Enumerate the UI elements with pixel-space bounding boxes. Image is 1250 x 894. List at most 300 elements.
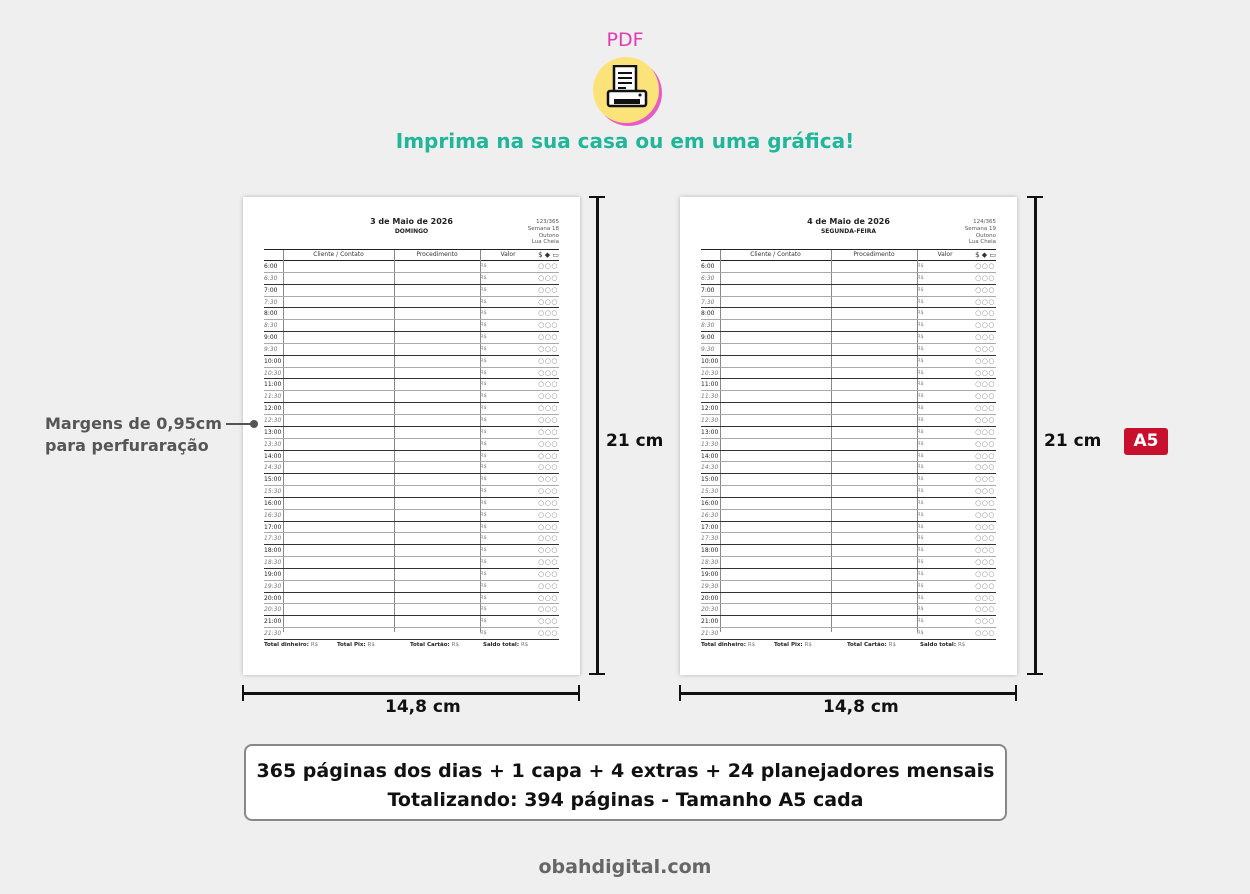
payment-checkboxes: ○○○ xyxy=(975,368,995,377)
time-row xyxy=(701,403,996,415)
payment-checkboxes: ○○○ xyxy=(538,427,558,436)
payment-checkboxes: ○○○ xyxy=(538,569,558,578)
time-row xyxy=(264,297,559,309)
currency-label: R$ xyxy=(480,405,487,412)
payment-checkboxes: ○○○ xyxy=(975,451,995,460)
time-row xyxy=(264,522,559,534)
time-row xyxy=(701,273,996,285)
payment-checkboxes: ○○○ xyxy=(975,380,995,389)
currency-label: R$ xyxy=(917,345,924,352)
payment-checkboxes: ○○○ xyxy=(538,380,558,389)
time-slot-label: 15:30 xyxy=(264,488,282,496)
page-meta xyxy=(965,219,996,246)
payment-checkboxes: ○○○ xyxy=(975,333,995,342)
payment-checkboxes: ○○○ xyxy=(975,534,995,543)
payment-checkboxes: ○○○ xyxy=(538,487,558,496)
currency-label: R$ xyxy=(480,618,487,625)
payment-checkboxes: ○○○ xyxy=(538,605,558,614)
payment-checkboxes: ○○○ xyxy=(975,475,995,484)
dimension-tick xyxy=(242,685,244,701)
payment-checkboxes: ○○○ xyxy=(975,439,995,448)
total-card: Total Cartão: R$ xyxy=(847,642,896,648)
time-row xyxy=(701,320,996,332)
time-row xyxy=(264,320,559,332)
payment-checkboxes: ○○○ xyxy=(975,404,995,413)
currency-label: R$ xyxy=(480,322,487,329)
time-row xyxy=(701,557,996,569)
margin-pointer-dot xyxy=(250,420,258,428)
page-date: 3 de Maio de 2026 xyxy=(370,217,453,226)
currency-label: R$ xyxy=(480,310,487,317)
currency-label: R$ xyxy=(480,559,487,566)
total-cash: Total dinheiro: R$ xyxy=(701,642,756,648)
time-slot-label: 15:00 xyxy=(264,476,282,484)
time-slot-label: 16:30 xyxy=(264,511,282,519)
time-slot-label: 20:00 xyxy=(264,594,282,602)
time-slot-label: 17:00 xyxy=(701,523,719,531)
day-of-year: 124/365 xyxy=(973,219,996,225)
printer-badge xyxy=(593,57,659,123)
info-line1: 365 páginas dos dias + 1 capa + 4 extras + 24 planejadores mensais xyxy=(256,760,995,782)
size-badge: A5 xyxy=(1124,428,1168,455)
payment-checkboxes: ○○○ xyxy=(975,463,995,472)
time-slot-label: 6:30 xyxy=(264,274,278,282)
page-meta xyxy=(528,219,559,246)
col-value: Valor xyxy=(937,251,953,258)
time-slot-label: 7:00 xyxy=(264,286,278,294)
time-slot-label: 21:00 xyxy=(701,618,719,626)
time-row xyxy=(701,261,996,273)
time-row xyxy=(701,533,996,545)
payment-checkboxes: ○○○ xyxy=(975,321,995,330)
payment-checkboxes: ○○○ xyxy=(975,392,995,401)
total-balance: Saldo total: R$ xyxy=(483,642,529,648)
time-row xyxy=(264,569,559,581)
payment-icons: $ ◆ ▭ xyxy=(538,251,559,259)
currency-label: R$ xyxy=(480,464,487,471)
week-number: Semana 18 xyxy=(527,225,559,232)
currency-label: R$ xyxy=(917,274,924,281)
time-slot-label: 16:30 xyxy=(701,511,719,519)
time-row xyxy=(701,604,996,616)
payment-checkboxes: ○○○ xyxy=(538,333,558,342)
time-row xyxy=(264,273,559,285)
time-slot-label: 14:00 xyxy=(701,452,719,460)
time-slot-label: 16:00 xyxy=(264,499,282,507)
moon-phase: Lua Cheia xyxy=(968,239,996,246)
time-slot-label: 11:30 xyxy=(264,393,282,401)
currency-label: R$ xyxy=(480,428,487,435)
col-procedure: Procedimento xyxy=(853,251,895,258)
currency-label: R$ xyxy=(480,511,487,518)
dimension-tick xyxy=(1027,673,1043,675)
currency-label: R$ xyxy=(917,322,924,329)
total-card: Total Cartão: R$ xyxy=(410,642,459,648)
time-slot-label: 8:00 xyxy=(264,310,278,318)
time-row xyxy=(264,368,559,380)
currency-label: R$ xyxy=(480,452,487,459)
time-row xyxy=(264,391,559,403)
time-row xyxy=(264,308,559,320)
time-row xyxy=(264,285,559,297)
currency-label: R$ xyxy=(917,440,924,447)
time-slot-label: 6:30 xyxy=(701,274,715,282)
time-row xyxy=(701,510,996,522)
time-row xyxy=(701,462,996,474)
time-rows xyxy=(701,261,996,640)
payment-checkboxes: ○○○ xyxy=(538,321,558,330)
time-slot-label: 12:00 xyxy=(701,405,719,413)
margin-note-line1: Margens de 0,95cm xyxy=(45,414,222,433)
time-slot-label: 14:30 xyxy=(701,464,719,472)
time-row xyxy=(701,569,996,581)
time-slot-label: 19:30 xyxy=(264,582,282,590)
time-slot-label: 18:00 xyxy=(701,547,719,555)
time-row xyxy=(264,628,559,640)
payment-checkboxes: ○○○ xyxy=(538,558,558,567)
payment-checkboxes: ○○○ xyxy=(538,617,558,626)
time-slot-label: 9:30 xyxy=(701,345,715,353)
currency-label: R$ xyxy=(917,606,924,613)
currency-label: R$ xyxy=(917,393,924,400)
time-row xyxy=(701,616,996,628)
currency-label: R$ xyxy=(480,547,487,554)
time-slot-label: 10:00 xyxy=(264,357,282,365)
time-row xyxy=(264,462,559,474)
payment-checkboxes: ○○○ xyxy=(538,463,558,472)
payment-checkboxes: ○○○ xyxy=(538,285,558,294)
currency-label: R$ xyxy=(480,381,487,388)
currency-label: R$ xyxy=(917,488,924,495)
page-date: 4 de Maio de 2026 xyxy=(807,217,890,226)
printer-icon xyxy=(606,65,648,113)
time-row xyxy=(701,356,996,368)
info-line2: Totalizando: 394 páginas - Tamanho A5 cada xyxy=(387,789,864,811)
dimension-tick xyxy=(1027,196,1043,198)
time-slot-label: 6:00 xyxy=(264,263,278,270)
time-row xyxy=(264,533,559,545)
time-slot-label: 16:00 xyxy=(701,499,719,507)
col-client: Cliente / Contato xyxy=(750,251,801,258)
currency-label: R$ xyxy=(480,523,487,530)
time-rows xyxy=(264,261,559,640)
time-row xyxy=(701,344,996,356)
payment-checkboxes: ○○○ xyxy=(975,558,995,567)
payment-checkboxes: ○○○ xyxy=(975,415,995,424)
payment-checkboxes: ○○○ xyxy=(975,487,995,496)
currency-label: R$ xyxy=(480,582,487,589)
time-slot-label: 13:30 xyxy=(264,440,282,448)
margin-note xyxy=(45,413,222,457)
time-row xyxy=(701,332,996,344)
season: Outono xyxy=(975,232,996,239)
total-pix: Total Pix: R$ xyxy=(774,642,812,648)
time-slot-label: 7:30 xyxy=(701,298,715,306)
currency-label: R$ xyxy=(480,334,487,341)
height-label: 21 cm xyxy=(1044,431,1102,451)
currency-label: R$ xyxy=(917,535,924,542)
currency-label: R$ xyxy=(917,310,924,317)
margin-note-line2: para perfuraração xyxy=(45,436,209,455)
time-row xyxy=(264,557,559,569)
payment-checkboxes: ○○○ xyxy=(538,262,558,270)
currency-label: R$ xyxy=(917,630,924,637)
payment-checkboxes: ○○○ xyxy=(538,451,558,460)
payment-checkboxes: ○○○ xyxy=(975,427,995,436)
col-value: Valor xyxy=(500,251,516,258)
payment-checkboxes: ○○○ xyxy=(975,498,995,507)
time-slot-label: 12:30 xyxy=(701,416,719,424)
time-slot-label: 12:00 xyxy=(264,405,282,413)
time-row xyxy=(264,486,559,498)
currency-label: R$ xyxy=(480,630,487,637)
time-slot-label: 8:30 xyxy=(701,322,715,330)
payment-checkboxes: ○○○ xyxy=(538,475,558,484)
total-cash: Total dinheiro: R$ xyxy=(264,642,319,648)
time-slot-label: 19:00 xyxy=(701,570,719,578)
season: Outono xyxy=(538,232,559,239)
time-slot-label: 18:30 xyxy=(701,559,719,567)
time-row xyxy=(701,297,996,309)
time-slot-label: 9:30 xyxy=(264,345,278,353)
payment-checkboxes: ○○○ xyxy=(975,629,995,638)
time-slot-label: 7:00 xyxy=(701,286,715,294)
page-weekday: SEGUNDA-FEIRA xyxy=(820,228,877,235)
payment-checkboxes: ○○○ xyxy=(975,546,995,555)
time-slot-label: 9:00 xyxy=(701,334,715,342)
time-slot-label: 11:00 xyxy=(264,381,282,389)
dimension-tick xyxy=(679,685,681,701)
time-row xyxy=(264,474,559,486)
payment-checkboxes: ○○○ xyxy=(538,415,558,424)
width-dimension-line xyxy=(243,692,580,695)
time-row xyxy=(701,415,996,427)
time-slot-label: 20:30 xyxy=(264,606,282,614)
time-slot-label: 10:30 xyxy=(701,369,719,377)
payment-checkboxes: ○○○ xyxy=(975,262,995,270)
payment-checkboxes: ○○○ xyxy=(975,581,995,590)
table-header xyxy=(701,250,996,260)
time-row xyxy=(264,415,559,427)
payment-checkboxes: ○○○ xyxy=(538,534,558,543)
width-label: 14,8 cm xyxy=(385,697,461,717)
time-row xyxy=(701,474,996,486)
time-slot-label: 20:30 xyxy=(701,606,719,614)
time-row xyxy=(701,391,996,403)
time-row xyxy=(701,581,996,593)
time-slot-label: 17:30 xyxy=(701,535,719,543)
time-row xyxy=(264,498,559,510)
time-slot-label: 9:00 xyxy=(264,334,278,342)
time-row xyxy=(701,486,996,498)
time-row xyxy=(264,403,559,415)
payment-checkboxes: ○○○ xyxy=(538,344,558,353)
currency-label: R$ xyxy=(480,357,487,364)
payment-checkboxes: ○○○ xyxy=(538,581,558,590)
time-row xyxy=(264,261,559,273)
time-slot-label: 8:00 xyxy=(701,310,715,318)
dimension-tick xyxy=(1015,685,1017,701)
time-slot-label: 10:00 xyxy=(701,357,719,365)
time-slot-label: 21:30 xyxy=(264,630,282,638)
height-dimension-line xyxy=(596,197,599,675)
currency-label: R$ xyxy=(480,606,487,613)
time-slot-label: 18:30 xyxy=(264,559,282,567)
currency-label: R$ xyxy=(917,570,924,577)
currency-label: R$ xyxy=(917,476,924,483)
col-client: Cliente / Contato xyxy=(313,251,364,258)
payment-checkboxes: ○○○ xyxy=(538,297,558,306)
time-row xyxy=(701,451,996,463)
currency-label: R$ xyxy=(480,369,487,376)
height-dimension-line xyxy=(1034,197,1037,675)
time-row xyxy=(701,498,996,510)
payment-checkboxes: ○○○ xyxy=(538,368,558,377)
payment-checkboxes: ○○○ xyxy=(975,593,995,602)
payment-checkboxes: ○○○ xyxy=(975,297,995,306)
pdf-label: PDF xyxy=(606,29,644,51)
payment-checkboxes: ○○○ xyxy=(975,522,995,531)
width-label: 14,8 cm xyxy=(823,697,899,717)
width-dimension-line xyxy=(680,692,1017,695)
currency-label: R$ xyxy=(917,416,924,423)
day-of-year: 123/365 xyxy=(536,219,559,225)
currency-label: R$ xyxy=(917,523,924,530)
time-slot-label: 20:00 xyxy=(701,594,719,602)
currency-label: R$ xyxy=(480,298,487,305)
payment-checkboxes: ○○○ xyxy=(538,392,558,401)
time-slot-label: 12:30 xyxy=(264,416,282,424)
time-row xyxy=(701,439,996,451)
time-slot-label: 17:30 xyxy=(264,535,282,543)
time-row xyxy=(701,593,996,605)
time-row xyxy=(264,344,559,356)
currency-label: R$ xyxy=(917,618,924,625)
payment-checkboxes: ○○○ xyxy=(538,273,558,282)
time-row xyxy=(264,593,559,605)
payment-checkboxes: ○○○ xyxy=(975,605,995,614)
currency-label: R$ xyxy=(917,381,924,388)
currency-label: R$ xyxy=(917,559,924,566)
currency-label: R$ xyxy=(480,286,487,293)
payment-checkboxes: ○○○ xyxy=(538,510,558,519)
currency-label: R$ xyxy=(917,594,924,601)
payment-checkboxes: ○○○ xyxy=(538,498,558,507)
planner-page-left xyxy=(243,197,580,675)
time-row xyxy=(264,545,559,557)
currency-label: R$ xyxy=(917,464,924,471)
time-slot-label: 13:00 xyxy=(701,428,719,436)
currency-label: R$ xyxy=(480,594,487,601)
time-slot-label: 17:00 xyxy=(264,523,282,531)
table-header xyxy=(264,250,559,260)
time-row xyxy=(701,628,996,640)
time-row xyxy=(264,616,559,628)
currency-label: R$ xyxy=(917,405,924,412)
payment-checkboxes: ○○○ xyxy=(538,404,558,413)
time-row xyxy=(701,285,996,297)
currency-label: R$ xyxy=(480,393,487,400)
time-row xyxy=(264,427,559,439)
tagline: Imprima na sua casa ou em uma gráfica! xyxy=(395,129,855,153)
payment-checkboxes: ○○○ xyxy=(538,593,558,602)
currency-label: R$ xyxy=(480,345,487,352)
payment-checkboxes: ○○○ xyxy=(538,356,558,365)
currency-label: R$ xyxy=(917,298,924,305)
currency-label: R$ xyxy=(480,263,487,269)
time-slot-label: 14:00 xyxy=(264,452,282,460)
time-row xyxy=(264,332,559,344)
payment-checkboxes: ○○○ xyxy=(975,309,995,318)
currency-label: R$ xyxy=(480,570,487,577)
currency-label: R$ xyxy=(917,499,924,506)
currency-label: R$ xyxy=(917,428,924,435)
week-number: Semana 19 xyxy=(964,225,996,232)
time-slot-label: 15:30 xyxy=(701,488,719,496)
currency-label: R$ xyxy=(480,499,487,506)
dimension-tick xyxy=(589,196,605,198)
currency-label: R$ xyxy=(917,582,924,589)
currency-label: R$ xyxy=(917,263,924,269)
payment-checkboxes: ○○○ xyxy=(538,629,558,638)
time-row xyxy=(264,451,559,463)
currency-label: R$ xyxy=(917,452,924,459)
time-row xyxy=(264,510,559,522)
moon-phase: Lua Cheia xyxy=(531,239,559,246)
currency-label: R$ xyxy=(917,511,924,518)
col-procedure: Procedimento xyxy=(416,251,458,258)
time-row xyxy=(701,308,996,320)
dimension-tick xyxy=(589,673,605,675)
currency-label: R$ xyxy=(917,369,924,376)
payment-checkboxes: ○○○ xyxy=(975,569,995,578)
dimension-tick xyxy=(578,685,580,701)
time-slot-label: 13:00 xyxy=(264,428,282,436)
currency-label: R$ xyxy=(917,334,924,341)
time-slot-label: 18:00 xyxy=(264,547,282,555)
time-slot-label: 10:30 xyxy=(264,369,282,377)
currency-label: R$ xyxy=(917,357,924,364)
time-row xyxy=(701,427,996,439)
payment-checkboxes: ○○○ xyxy=(975,356,995,365)
time-row xyxy=(701,368,996,380)
time-slot-label: 19:00 xyxy=(264,570,282,578)
page-weekday: DOMINGO xyxy=(394,228,429,235)
time-slot-label: 7:30 xyxy=(264,298,278,306)
currency-label: R$ xyxy=(917,547,924,554)
planner-page-right xyxy=(680,197,1017,675)
time-slot-label: 21:30 xyxy=(701,630,719,638)
info-box xyxy=(244,744,1007,821)
payment-checkboxes: ○○○ xyxy=(975,273,995,282)
payment-checkboxes: ○○○ xyxy=(538,309,558,318)
time-slot-label: 6:00 xyxy=(701,263,715,270)
time-slot-label: 14:30 xyxy=(264,464,282,472)
time-row xyxy=(264,439,559,451)
time-row xyxy=(701,379,996,391)
time-row xyxy=(264,356,559,368)
time-slot-label: 13:30 xyxy=(701,440,719,448)
payment-checkboxes: ○○○ xyxy=(975,285,995,294)
time-row xyxy=(701,522,996,534)
currency-label: R$ xyxy=(917,286,924,293)
currency-label: R$ xyxy=(480,535,487,542)
footer-site: obahdigital.com xyxy=(538,856,712,878)
payment-checkboxes: ○○○ xyxy=(975,344,995,353)
currency-label: R$ xyxy=(480,416,487,423)
height-label: 21 cm xyxy=(606,431,664,451)
currency-label: R$ xyxy=(480,476,487,483)
